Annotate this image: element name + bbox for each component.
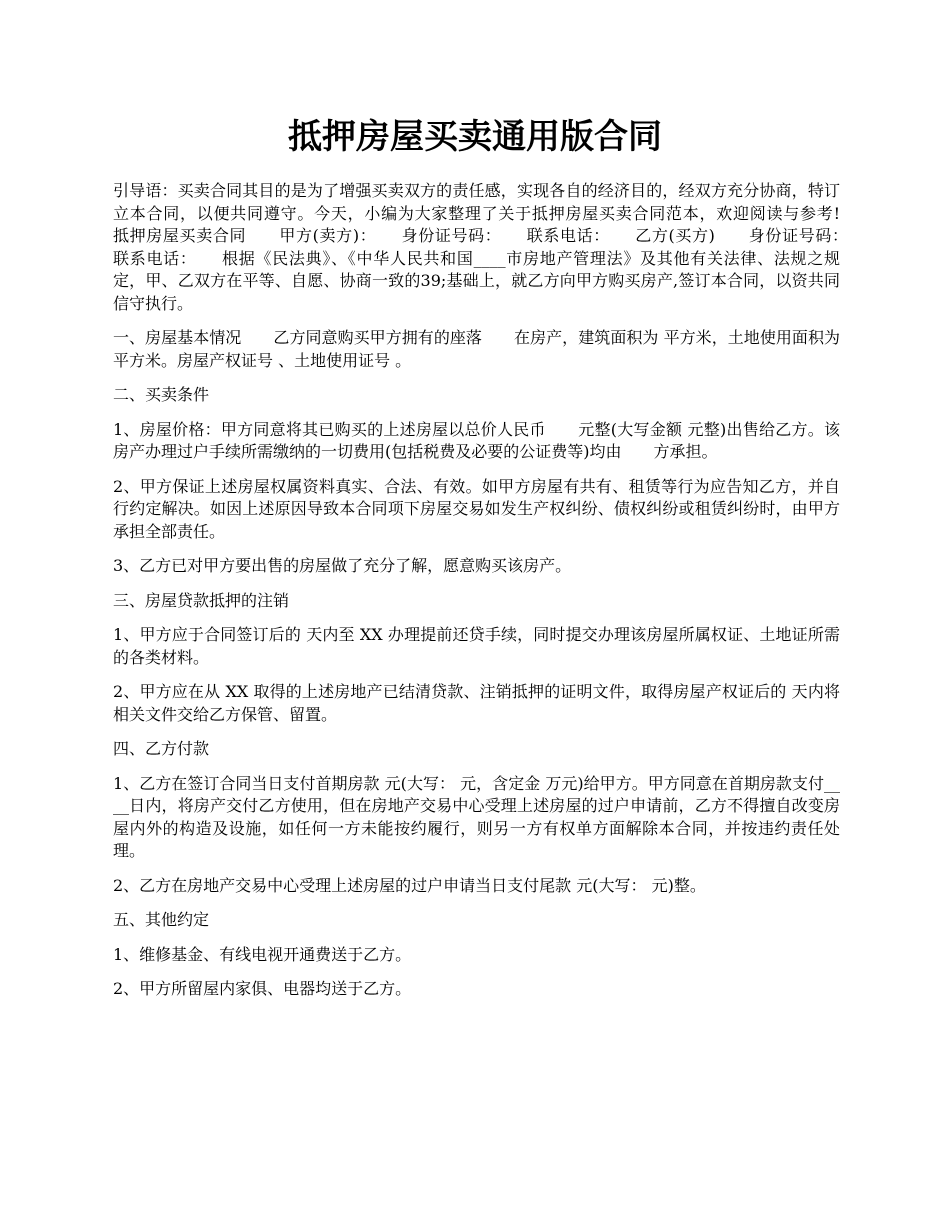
intro-paragraph: 引导语：买卖合同其目的是为了增强买卖双方的责任感，实现各自的经济目的，经双方充分协商，特订立本合同，以便共同遵守。今天，小编为大家整理了关于抵押房屋买卖合同范本，欢迎阅读与参考! 抵押房屋买卖合同 甲方(卖方)： 身份证号码： 联系电话： 乙方(买方) 身份证号码： 联系电话： 根据《民法典》、《中华人民共和国____市房地产管理法》及其他有关法律、法规之规定，甲、乙双方在平等、自愿、协商一致的39;基础上，就乙方向甲方购买房产,签订本合同，以资共同信守执行。 bbox=[113, 181, 873, 313]
clause-4-1: 1、乙方在签订合同当日支付首期房款 元(大写： 元，含定金 万元)给甲方。甲方同意在首期房款支付____日内，将房产交付乙方使用，但在房地产交易中心受理上述房屋的过户申请前，乙方不得擅自改变房屋内外的构造及设施，如任何一方未能按约履行，则另一方有权单方面解除本合同，并按违约责任处理。 bbox=[113, 773, 840, 860]
section-5-heading: 五、其他约定 bbox=[113, 910, 210, 929]
clause-2-2: 2、甲方保证上述房屋权属资料真实、合法、有效。如甲方房屋有共有、租赁等行为应告知乙方，并自行约定解决。如因上述原因导致本合同项下房屋交易如发生产权纠纷、债权纠纷或租赁纠纷时，由甲方承担全部责任。 bbox=[113, 476, 840, 541]
section-2-heading: 二、买卖条件 bbox=[113, 385, 210, 404]
clause-4-2: 2、乙方在房地产交易中心受理上述房屋的过户申请当日支付尾款 元(大写： 元)整。 bbox=[113, 875, 706, 895]
clause-2-3: 3、乙方已对甲方要出售的房屋做了充分了解，愿意购买该房产。 bbox=[113, 556, 572, 575]
clause-3-2: 2、甲方应在从 XX 取得的上述房地产已结清贷款、注销抵押的证明文件，取得房屋产权证后的 天内将相关文件交给乙方保管、留置。 bbox=[113, 682, 840, 724]
document-body bbox=[113, 180, 873, 1013]
clause-5-1: 1、维修基金、有线电视开通费送于乙方。 bbox=[113, 944, 412, 964]
section-1-paragraph: 一、房屋基本情况 乙方同意购买甲方拥有的座落 在房产，建筑面积为 平方米，土地使用面积为 平方米。房屋产权证号 、土地使用证号 。 bbox=[113, 328, 840, 370]
section-4-heading: 四、乙方付款 bbox=[113, 739, 210, 758]
clause-5-2: 2、甲方所留屋内家俱、电器均送于乙方。 bbox=[113, 979, 412, 998]
document-title: 抵押房屋买卖通用版合同 bbox=[288, 117, 662, 157]
clause-2-1: 1、房屋价格：甲方同意将其已购买的上述房屋以总价人民币 元整(大写金额 元整)出售给乙方。该房产办理过户手续所需缴纳的一切费用(包括税费及必要的公证费等)均由 方承担。 bbox=[113, 419, 840, 461]
section-3-heading: 三、房屋贷款抵押的注销 bbox=[113, 590, 290, 610]
clause-3-1: 1、甲方应于合同签订后的 天内至 XX 办理提前还贷手续，同时提交办理该房屋所属权证、土地证所需的各类材料。 bbox=[113, 625, 840, 667]
